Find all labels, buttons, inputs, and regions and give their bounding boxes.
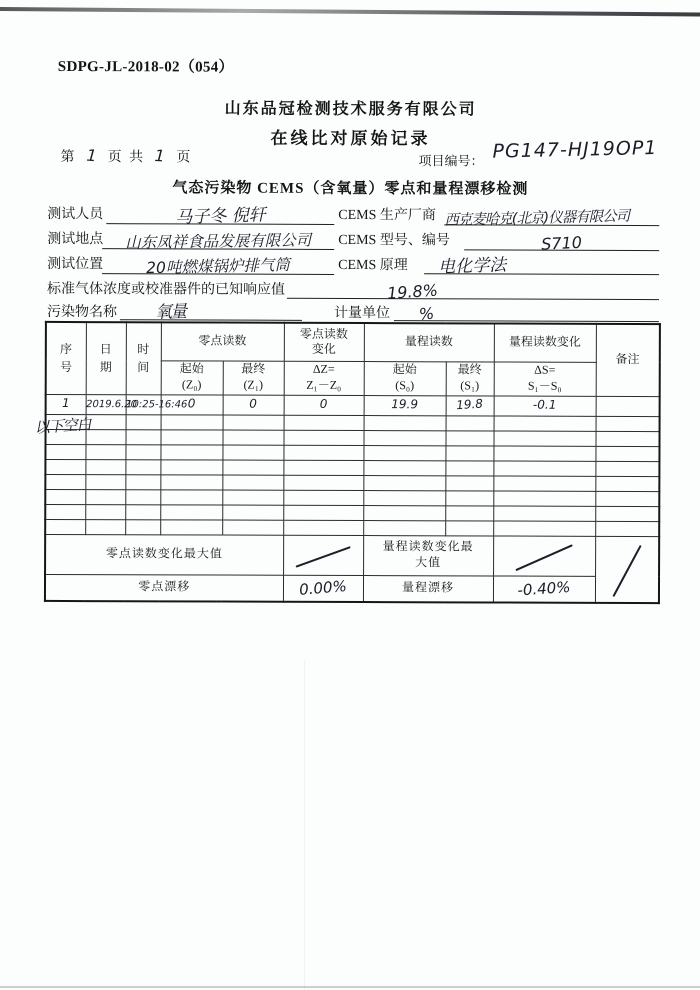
- page-number-line: [60, 146, 192, 166]
- pollutant-field: [120, 298, 302, 321]
- col-header-s1: 最终 (S₁): [446, 361, 494, 395]
- project-number-label: 项目编号：: [418, 153, 484, 169]
- zero-drift-label: 零点漂移: [45, 574, 283, 602]
- site-value: 山东凤祥食品发展有限公司: [125, 231, 312, 252]
- span-change-max-value: [493, 536, 595, 576]
- drift-record-table: [44, 321, 661, 604]
- manufacturer-label: CEMS 生产厂商: [338, 207, 436, 224]
- col-header-span-change: 量程读数变化: [494, 324, 596, 362]
- slash-mark: [295, 546, 350, 568]
- std-gas-value: 19.8%: [386, 280, 439, 303]
- table-row: [46, 394, 660, 416]
- col-header-time: 时间: [126, 322, 161, 394]
- col-header-s0: 起始 (S₀): [364, 361, 446, 395]
- col-header-ds: ΔS= S₁－S₀: [494, 362, 596, 396]
- principle-value: 电化学法: [437, 255, 507, 278]
- cell-dz: 0: [284, 395, 364, 415]
- unit-field: [394, 299, 659, 322]
- project-number-value: PG147-HJ19OP1: [492, 136, 658, 163]
- form-code: SDPG-JL-2018-02（054）: [57, 58, 234, 76]
- site-field: [102, 226, 334, 250]
- cell-seq: 1: [46, 394, 86, 414]
- zero-change-max-value: [283, 535, 363, 575]
- summary-remark-cell: [595, 536, 659, 603]
- span-drift-value: -0.40%: [492, 572, 596, 606]
- tester-value: 马子冬 倪轩: [174, 205, 266, 228]
- col-header-remark: 备注: [596, 324, 660, 396]
- cell-ds: -0.1: [494, 396, 596, 416]
- position-field: [102, 251, 334, 278]
- principle-label: CEMS 原理: [338, 257, 408, 274]
- tester-field: [106, 201, 334, 228]
- col-header-dz: ΔZ= Z₁－Z₀: [284, 361, 364, 395]
- manufacturer-value: 西克麦哈克(北京)仪器有限公司: [444, 208, 630, 229]
- slash-mark: [612, 545, 641, 597]
- position-value: 20吨燃煤锅炉排气筒: [146, 255, 291, 278]
- page-total-value: 1: [154, 146, 168, 166]
- slash-mark: [515, 544, 573, 571]
- span-change-max-label: 量程读数变化最大值: [363, 535, 493, 575]
- page-number-value: 1: [85, 145, 99, 166]
- tester-label: 测试人员: [47, 206, 104, 223]
- col-header-zero-change: 零点读数变化: [284, 323, 364, 361]
- col-header-zero-group: 零点读数: [161, 322, 284, 360]
- pollutant-label: 污染物名称: [46, 304, 117, 321]
- page-label-prefix: 第: [60, 149, 77, 166]
- manufacturer-field: [444, 202, 659, 229]
- principle-field: [424, 252, 659, 278]
- site-label: 测试地点: [47, 231, 104, 248]
- model-value: S710: [540, 232, 583, 254]
- cell-date: 2019.6.20: [86, 394, 126, 414]
- unit-value: %: [418, 303, 436, 324]
- model-field: [464, 227, 659, 254]
- summary-drift-row: [45, 574, 659, 603]
- cell-s0: 19.9: [364, 395, 446, 415]
- span-drift-label: 量程漂移: [363, 575, 493, 602]
- pollutant-value: 氧量: [154, 301, 186, 323]
- col-header-date: 日期: [86, 322, 126, 394]
- cell-z1: 0: [223, 395, 284, 415]
- col-header-span-group: 量程读数: [364, 323, 494, 361]
- col-header-seq: 序号: [46, 322, 86, 394]
- std-gas-field: [287, 277, 659, 303]
- unit-label: 计量单位: [333, 305, 390, 322]
- zero-change-max-label: 零点读数变化最大值: [45, 534, 283, 575]
- page-label-suffix: 页: [176, 150, 193, 166]
- cell-remark: [596, 396, 660, 416]
- cell-s1: 19.8: [445, 394, 494, 417]
- model-label: CEMS 型号、编号: [338, 232, 450, 249]
- page-title: 在线比对原始记录: [270, 128, 431, 149]
- section-subtitle: 气态污染物 CEMS（含氧量）零点和量程漂移检测: [172, 180, 529, 198]
- position-label: 测试位置: [47, 256, 104, 273]
- page-label-mid: 页 共: [107, 150, 146, 166]
- summary-max-row: [45, 534, 659, 576]
- company-name: 山东品冠检测技术服务有限公司: [224, 100, 477, 119]
- blank-below-note: 以下空白: [34, 415, 92, 437]
- std-gas-label: 标准气体浓度或校准器件的已知响应值: [47, 281, 286, 298]
- cell-z0: 0: [161, 394, 223, 414]
- col-header-z1: 最终 (Z₁): [223, 361, 284, 395]
- cell-time: 10:25-16:46: [126, 394, 161, 414]
- col-header-z0: 起始 (Z₀): [161, 360, 223, 394]
- table-header-group-row: [46, 322, 660, 362]
- zero-drift-value: 0.00%: [282, 572, 364, 606]
